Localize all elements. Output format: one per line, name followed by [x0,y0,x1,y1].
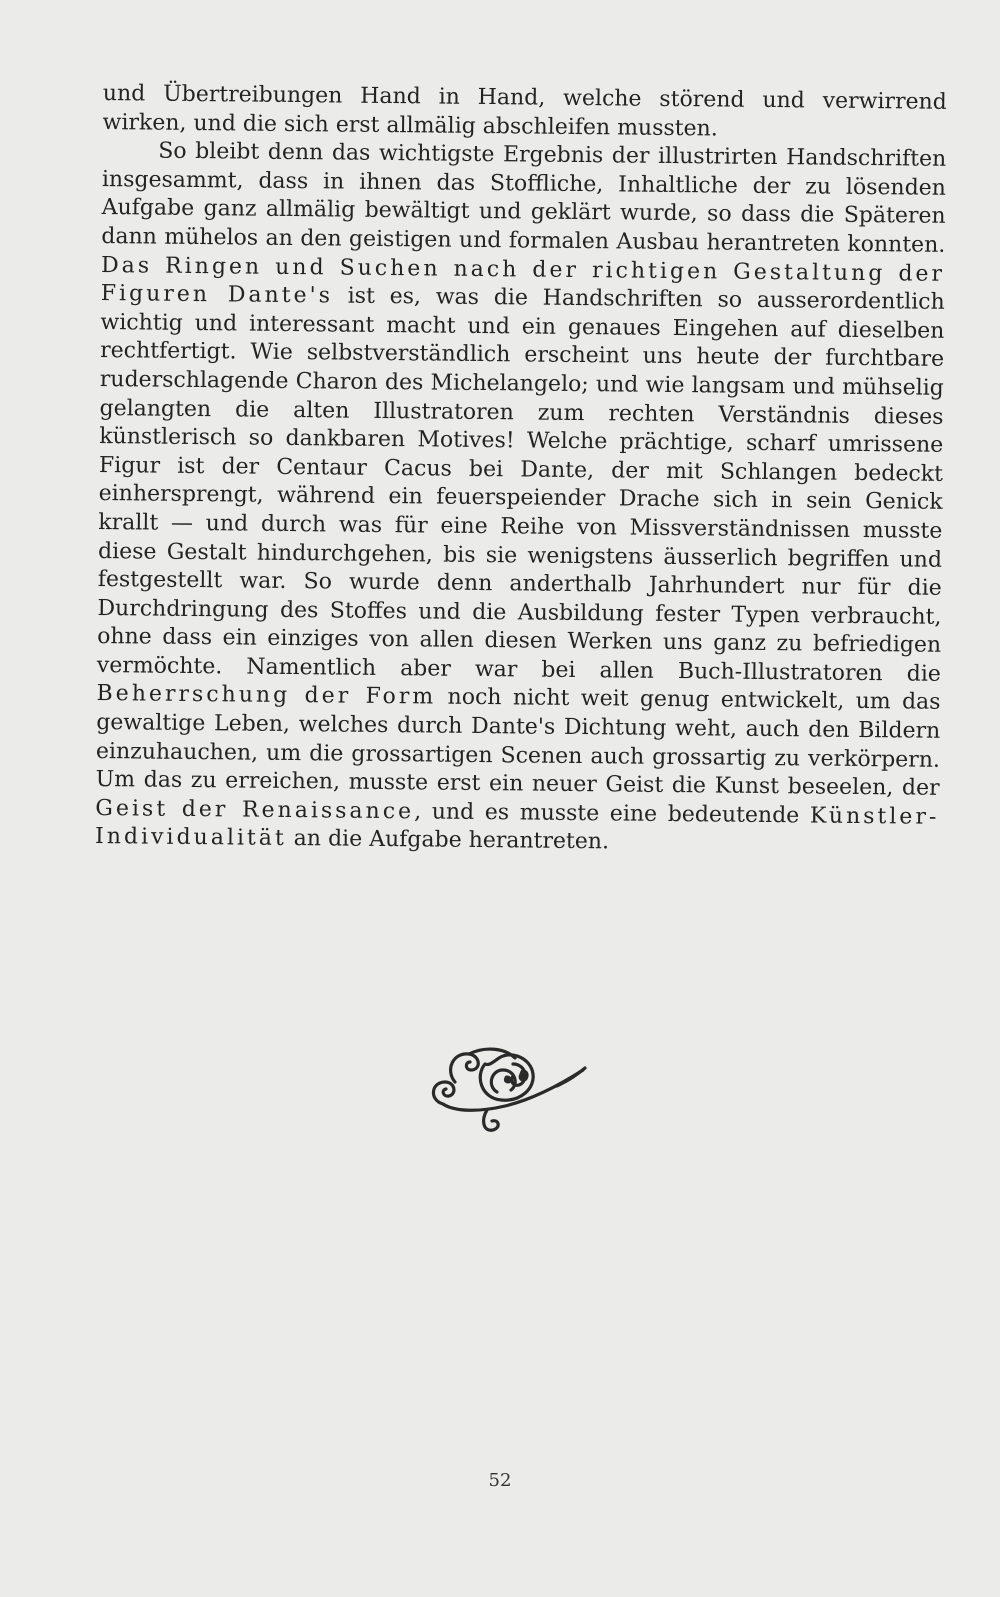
emphasized-spaced-text: Das Ringen und Suchen nach der richtigen Gestaltung der Figuren Dante's [100,252,946,309]
text-run: an die Aufgabe herantreten. [286,826,610,855]
text-run: noch nicht weit genug entwickelt, um das gewaltige Leben, welches durch Dante's Dichtung weht, auch den Bildern einzuhauchen, um die grossartigen Scenen auch grossartig zu verkörpern. Um das zu erreichen, musste erst ein neuer Geist die Kunst beseelen, der [95,684,941,802]
paragraph [95,137,946,861]
emphasized-spaced-text: Künstler-Individualität [94,803,940,852]
floral-vine-ornament-icon [425,1042,595,1138]
paragraph [102,80,947,146]
body-text [95,80,947,861]
text-run: So bleibt denn das wichtigste Ergebnis der illustrirten Handschriften insgesammt, dass in ihnen das Stoffliche, Inhaltliche der zu lösenden Aufgabe ganz allmälig bewältigt und geklärt wurde, so dass die Späteren dann mühelos an den geistigen und formalen Ausbau herantreten konnten. [101,138,947,258]
emphasized-spaced-text: Geist der Renaissance [95,795,415,825]
emphasized-spaced-text: Beherrschung der Form [96,681,437,710]
page-number: 52 [488,1470,512,1491]
text-run: und Übertreibungen Hand in Hand, welche störend und verwirrend wirken, und die sich erst allmälig abschleifen mussten. [102,80,947,142]
text-run: ist es, was die Handschriften so ausserordentlich wichtig und interessant macht und ein genaues Eingehen auf dieselben rechtfertigt. Wie selbstverständlich erscheint uns heute der furchtbare ruderschlagende Charon des Michelangelo; und wie langsam und mühselig gelangten die alten Illustratoren zum rechten Verständnis dieses künstlerisch so dankbaren Motives! Welche prächtige, scharf umrissene Figur ist der Centaur Cacus bei Dante, der mit Schlangen bedeckt einhersprengt, während ein feuerspeiender Drache sich in sein Genick krallt — und durch was für eine Reihe von Missverständnissen musste diese Gestalt hindurchgehen, bis sie wenigstens äusserlich begriffen und festgestellt war. So wurde denn anderthalb Jahrhundert nur für die Durchdringung des Stoffes und die Ausbildung fester Typen verbraucht, ohne dass ein einziges von allen diesen Werken uns ganz zu befriedigen vermöchte. Namentlich aber war bei allen Buch-Illustratoren die [96,283,945,687]
text-run: , und es musste eine bedeutende [414,799,811,829]
